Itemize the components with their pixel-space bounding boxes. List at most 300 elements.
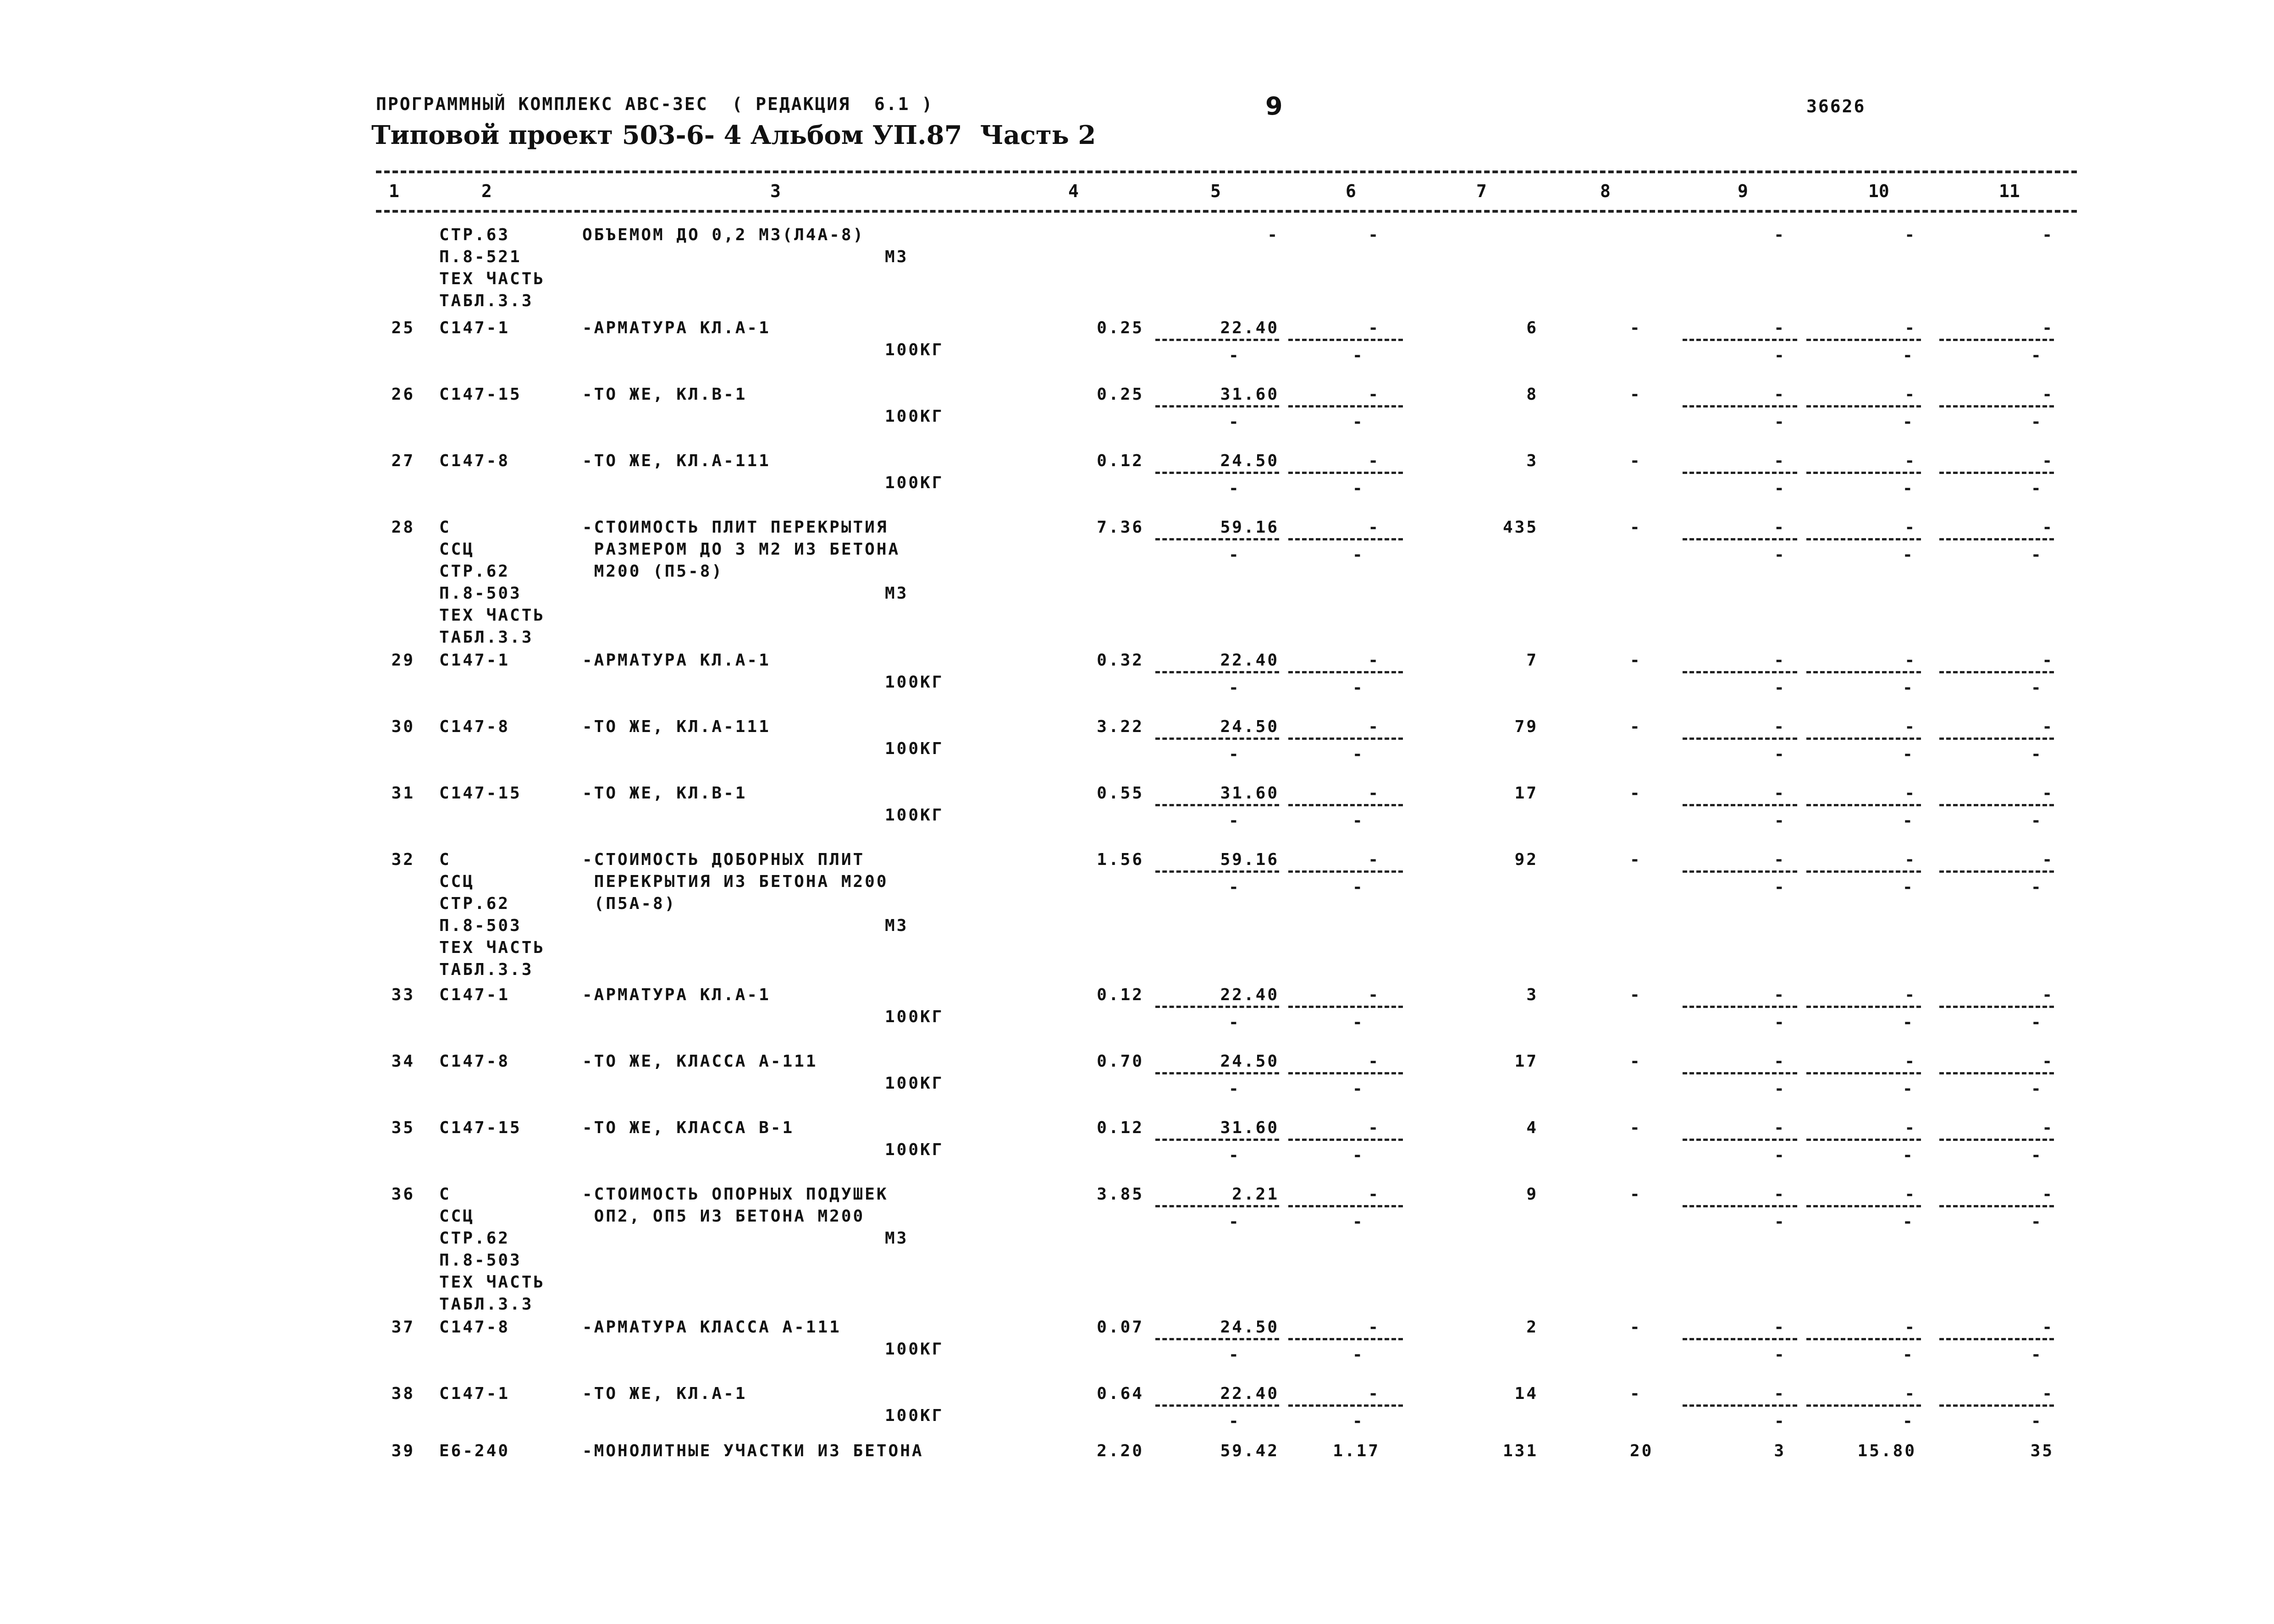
resource-code: С bbox=[439, 850, 451, 869]
subtotal-rule bbox=[1939, 870, 2054, 873]
work-description: -СТОИМОСТЬ ДОБОРНЫХ ПЛИТ bbox=[582, 850, 865, 869]
column-11-value: - bbox=[2042, 518, 2054, 537]
unit-price-value: 24.50 bbox=[1220, 1052, 1279, 1071]
subtotal-rule bbox=[1939, 1338, 2054, 1340]
subtotal-dash: - bbox=[1774, 479, 1786, 498]
subtotal-dash: - bbox=[1352, 1212, 1364, 1231]
row-number: 27 bbox=[391, 451, 415, 470]
subtotal-rule bbox=[1939, 339, 2054, 341]
column-6-value: - bbox=[1368, 1118, 1380, 1137]
unit-price-value: 24.50 bbox=[1220, 1318, 1279, 1337]
subtotal-rule bbox=[1288, 671, 1403, 673]
column-8-value: - bbox=[1630, 1318, 1642, 1337]
resource-code: Е6-240 bbox=[439, 1442, 510, 1460]
work-description: -СТОИМОСТЬ ПЛИТ ПЕРЕКРЫТИЯ bbox=[582, 518, 889, 537]
column-11-value: - bbox=[2042, 1118, 2054, 1137]
resource-code: С147-8 bbox=[439, 1052, 510, 1071]
quantity-value: 3.22 bbox=[1097, 717, 1144, 736]
quantity-value: 0.70 bbox=[1097, 1052, 1144, 1071]
unit-price-value: 22.40 bbox=[1220, 319, 1279, 337]
unit-price-value: 22.40 bbox=[1220, 985, 1279, 1004]
subtotal-rule bbox=[1288, 1006, 1403, 1008]
resource-code: ТЕХ ЧАСТЬ bbox=[439, 1273, 546, 1292]
subtotal-rule bbox=[1806, 472, 1921, 474]
quantity-value: 0.12 bbox=[1097, 985, 1144, 1004]
subtotal-rule bbox=[1155, 870, 1279, 873]
subtotal-rule bbox=[1939, 738, 2054, 740]
resource-code: ССЦ bbox=[439, 872, 475, 891]
total-cost-value: 17 bbox=[1514, 1052, 1538, 1071]
subtotal-rule bbox=[1806, 1404, 1921, 1407]
work-description: (П5А-8) bbox=[582, 894, 677, 913]
work-description: ОБЪЕМОМ ДО 0,2 М3(Л4А-8) bbox=[582, 226, 865, 244]
subtotal-rule bbox=[1683, 1139, 1797, 1141]
subtotal-rule bbox=[1806, 671, 1921, 673]
column-8-value: - bbox=[1630, 1185, 1642, 1204]
subtotal-rule bbox=[1939, 1404, 2054, 1407]
total-cost-value: 8 bbox=[1526, 385, 1538, 404]
row-number: 28 bbox=[391, 518, 415, 537]
resource-code: П.8-503 bbox=[439, 916, 522, 935]
subtotal-rule bbox=[1806, 405, 1921, 407]
subtotal-dash: - bbox=[2031, 1412, 2043, 1431]
column-6-value: - bbox=[1368, 651, 1380, 670]
quantity-value: 0.07 bbox=[1097, 1318, 1144, 1337]
subtotal-rule bbox=[1683, 538, 1797, 540]
program-header: ПРОГРАММНЫЙ КОМПЛЕКС АВС-3ЕС ( РЕДАКЦИЯ 6.1 ) bbox=[376, 94, 934, 114]
total-cost-value: 7 bbox=[1526, 651, 1538, 670]
column-6-value: - bbox=[1368, 850, 1380, 869]
work-description: ПЕРЕКРЫТИЯ ИЗ БЕТОНА М200 bbox=[582, 872, 889, 891]
subtotal-rule bbox=[1806, 1072, 1921, 1074]
subtotal-dash: - bbox=[2031, 1212, 2043, 1231]
subtotal-rule bbox=[1288, 1404, 1403, 1407]
subtotal-dash: - bbox=[1903, 1146, 1915, 1165]
row-number: 25 bbox=[391, 319, 415, 337]
column-header-5: 5 bbox=[1210, 181, 1221, 201]
work-description: -ТО ЖЕ, КЛ.А-1 bbox=[582, 1384, 747, 1403]
work-description: -МОНОЛИТНЫЕ УЧАСТКИ ИЗ БЕТОНА bbox=[582, 1442, 924, 1460]
unit-of-measure: М3 bbox=[885, 584, 909, 603]
subtotal-dash: - bbox=[1352, 745, 1364, 764]
subtotal-rule bbox=[1939, 1072, 2054, 1074]
subtotal-dash: - bbox=[1352, 878, 1364, 897]
unit-of-measure: М3 bbox=[885, 248, 909, 266]
work-description: -ТО ЖЕ, КЛАССА А-111 bbox=[582, 1052, 818, 1071]
document-code: 36626 bbox=[1806, 96, 1866, 116]
column-10-value: - bbox=[1904, 385, 1916, 404]
subtotal-dash: - bbox=[1229, 745, 1241, 764]
subtotal-rule bbox=[1806, 1338, 1921, 1340]
subtotal-dash: - bbox=[1903, 1345, 1915, 1364]
header-rule-top bbox=[376, 171, 2077, 173]
column-11-value: - bbox=[2042, 717, 2054, 736]
subtotal-rule bbox=[1683, 1404, 1797, 1407]
unit-of-measure: 100КГ bbox=[885, 1140, 944, 1159]
column-9-value: - bbox=[1774, 717, 1786, 736]
subtotal-dash: - bbox=[1352, 413, 1364, 431]
subtotal-dash: - bbox=[1352, 1146, 1364, 1165]
row-number: 37 bbox=[391, 1318, 415, 1337]
subtotal-rule bbox=[1939, 1006, 2054, 1008]
quantity-value: 0.25 bbox=[1097, 319, 1144, 337]
subtotal-rule bbox=[1288, 1205, 1403, 1207]
column-6-value: - bbox=[1368, 226, 1380, 244]
resource-code: П.8-503 bbox=[439, 584, 522, 603]
column-10-value: - bbox=[1904, 651, 1916, 670]
subtotal-rule bbox=[1155, 538, 1279, 540]
total-cost-value: 3 bbox=[1526, 985, 1538, 1004]
resource-code: П.8-521 bbox=[439, 248, 522, 266]
subtotal-dash: - bbox=[2031, 545, 2043, 564]
subtotal-dash: - bbox=[2031, 479, 2043, 498]
work-description: М200 (П5-8) bbox=[582, 562, 724, 581]
column-8-value: - bbox=[1630, 717, 1642, 736]
column-9-value: - bbox=[1774, 1318, 1786, 1337]
column-11-value: - bbox=[2042, 850, 2054, 869]
column-10-value: - bbox=[1904, 717, 1916, 736]
total-cost-value: 92 bbox=[1514, 850, 1538, 869]
resource-code: ТАБЛ.3.3 bbox=[439, 628, 534, 647]
column-11-value: - bbox=[2042, 319, 2054, 337]
subtotal-dash: - bbox=[1903, 811, 1915, 830]
subtotal-rule bbox=[1939, 538, 2054, 540]
column-11-value: - bbox=[2042, 1384, 2054, 1403]
work-description: -ТО ЖЕ, КЛ.А-111 bbox=[582, 451, 771, 470]
subtotal-dash: - bbox=[1229, 1412, 1241, 1431]
total-cost-value: 79 bbox=[1514, 717, 1538, 736]
subtotal-dash: - bbox=[1229, 1212, 1241, 1231]
column-9-value: - bbox=[1774, 1185, 1786, 1204]
work-description: -ТО ЖЕ, КЛ.А-111 bbox=[582, 717, 771, 736]
subtotal-dash: - bbox=[2031, 878, 2043, 897]
subtotal-dash: - bbox=[1903, 1079, 1915, 1098]
page-number: 9 bbox=[1265, 92, 1283, 121]
subtotal-dash: - bbox=[1774, 811, 1786, 830]
column-9-value: - bbox=[1774, 518, 1786, 537]
subtotal-rule bbox=[1155, 738, 1279, 740]
subtotal-dash: - bbox=[1774, 346, 1786, 365]
subtotal-rule bbox=[1683, 1072, 1797, 1074]
row-number: 30 bbox=[391, 717, 415, 736]
column-10-value: 15.80 bbox=[1857, 1442, 1916, 1460]
column-9-value: - bbox=[1774, 319, 1786, 337]
work-description: -АРМАТУРА КЛ.А-1 bbox=[582, 985, 771, 1004]
subtotal-dash: - bbox=[1229, 1013, 1241, 1032]
resource-code: ССЦ bbox=[439, 1207, 475, 1226]
subtotal-dash: - bbox=[1229, 811, 1241, 830]
subtotal-dash: - bbox=[1229, 346, 1241, 365]
unit-price-value: 2.21 bbox=[1232, 1185, 1279, 1204]
subtotal-dash: - bbox=[1774, 1013, 1786, 1032]
column-header-4: 4 bbox=[1068, 181, 1079, 201]
column-6-value: - bbox=[1368, 518, 1380, 537]
subtotal-dash: - bbox=[1903, 1212, 1915, 1231]
unit-of-measure: М3 bbox=[885, 1229, 909, 1248]
resource-code: С147-8 bbox=[439, 1318, 510, 1337]
resource-code: С147-15 bbox=[439, 784, 522, 803]
subtotal-dash: - bbox=[1352, 1079, 1364, 1098]
column-8-value: - bbox=[1630, 451, 1642, 470]
column-6-value: - bbox=[1368, 1185, 1380, 1204]
subtotal-dash: - bbox=[1352, 479, 1364, 498]
column-header-8: 8 bbox=[1600, 181, 1611, 201]
column-header-9: 9 bbox=[1738, 181, 1748, 201]
column-header-7: 7 bbox=[1476, 181, 1487, 201]
quantity-value: 7.36 bbox=[1097, 518, 1144, 537]
quantity-value: 0.25 bbox=[1097, 385, 1144, 404]
work-description: -ТО ЖЕ, КЛАССА В-1 bbox=[582, 1118, 795, 1137]
work-description: -ТО ЖЕ, КЛ.В-1 bbox=[582, 385, 747, 404]
resource-code: С147-1 bbox=[439, 1384, 510, 1403]
quantity-value: 0.12 bbox=[1097, 1118, 1144, 1137]
column-6-value: - bbox=[1368, 451, 1380, 470]
subtotal-dash: - bbox=[1903, 413, 1915, 431]
subtotal-dash: - bbox=[1903, 1013, 1915, 1032]
subtotal-rule bbox=[1155, 1205, 1279, 1207]
subtotal-rule bbox=[1939, 1139, 2054, 1141]
resource-code: СТР.63 bbox=[439, 226, 510, 244]
subtotal-dash: - bbox=[1774, 1146, 1786, 1165]
subtotal-rule bbox=[1683, 405, 1797, 407]
subtotal-rule bbox=[1155, 1139, 1279, 1141]
quantity-value: 2.20 bbox=[1097, 1442, 1144, 1460]
column-9-value: - bbox=[1774, 226, 1786, 244]
column-8-value: - bbox=[1630, 1118, 1642, 1137]
unit-of-measure: 100КГ bbox=[885, 1340, 944, 1359]
unit-of-measure: 100КГ bbox=[885, 1007, 944, 1026]
column-10-value: - bbox=[1904, 226, 1916, 244]
unit-price-value: 24.50 bbox=[1220, 717, 1279, 736]
subtotal-rule bbox=[1288, 472, 1403, 474]
subtotal-dash: - bbox=[1229, 1345, 1241, 1364]
unit-of-measure: 100КГ bbox=[885, 739, 944, 758]
unit-price-value: 31.60 bbox=[1220, 784, 1279, 803]
column-8-value: - bbox=[1630, 850, 1642, 869]
subtotal-dash: - bbox=[1774, 1212, 1786, 1231]
subtotal-rule bbox=[1288, 738, 1403, 740]
total-cost-value: 4 bbox=[1526, 1118, 1538, 1137]
total-cost-value: 131 bbox=[1502, 1442, 1538, 1460]
subtotal-dash: - bbox=[2031, 1013, 2043, 1032]
subtotal-dash: - bbox=[2031, 1345, 2043, 1364]
subtotal-dash: - bbox=[1352, 545, 1364, 564]
work-description: -АРМАТУРА КЛ.А-1 bbox=[582, 651, 771, 670]
quantity-value: 1.56 bbox=[1097, 850, 1144, 869]
column-9-value: - bbox=[1774, 850, 1786, 869]
work-description: -СТОИМОСТЬ ОПОРНЫХ ПОДУШЕК bbox=[582, 1185, 889, 1204]
column-9-value: - bbox=[1774, 385, 1786, 404]
subtotal-rule bbox=[1683, 1006, 1797, 1008]
subtotal-dash: - bbox=[1774, 413, 1786, 431]
subtotal-rule bbox=[1155, 671, 1279, 673]
total-cost-value: 14 bbox=[1514, 1384, 1538, 1403]
row-number: 38 bbox=[391, 1384, 415, 1403]
row-number: 35 bbox=[391, 1118, 415, 1137]
column-10-value: - bbox=[1904, 850, 1916, 869]
subtotal-rule bbox=[1806, 804, 1921, 806]
subtotal-rule bbox=[1683, 339, 1797, 341]
column-9-value: 3 bbox=[1774, 1442, 1786, 1460]
unit-price-value: 59.16 bbox=[1220, 518, 1279, 537]
resource-code: С147-8 bbox=[439, 717, 510, 736]
total-cost-value: 9 bbox=[1526, 1185, 1538, 1204]
unit-of-measure: 100КГ bbox=[885, 673, 944, 692]
subtotal-dash: - bbox=[1352, 1013, 1364, 1032]
subtotal-rule bbox=[1288, 870, 1403, 873]
unit-price-value: 59.42 bbox=[1220, 1442, 1279, 1460]
unit-price-value: 31.60 bbox=[1220, 385, 1279, 404]
subtotal-dash: - bbox=[1229, 479, 1241, 498]
column-10-value: - bbox=[1904, 985, 1916, 1004]
unit-price-value: 22.40 bbox=[1220, 651, 1279, 670]
subtotal-dash: - bbox=[2031, 1146, 2043, 1165]
resource-code: С147-15 bbox=[439, 1118, 522, 1137]
subtotal-dash: - bbox=[1352, 678, 1364, 697]
resource-code: ТАБЛ.3.3 bbox=[439, 960, 534, 979]
column-11-value: - bbox=[2042, 651, 2054, 670]
resource-code: ТЕХ ЧАСТЬ bbox=[439, 270, 546, 288]
resource-code: СТР.62 bbox=[439, 562, 510, 581]
subtotal-rule bbox=[1155, 339, 1279, 341]
column-9-value: - bbox=[1774, 1118, 1786, 1137]
column-6-value: - bbox=[1368, 985, 1380, 1004]
work-description: -АРМАТУРА КЛАССА А-111 bbox=[582, 1318, 841, 1337]
resource-code: С147-1 bbox=[439, 319, 510, 337]
subtotal-rule bbox=[1683, 671, 1797, 673]
column-6-value: - bbox=[1368, 319, 1380, 337]
subtotal-rule bbox=[1288, 339, 1403, 341]
subtotal-dash: - bbox=[1774, 745, 1786, 764]
subtotal-dash: - bbox=[2031, 413, 2043, 431]
column-9-value: - bbox=[1774, 1384, 1786, 1403]
subtotal-rule bbox=[1155, 804, 1279, 806]
header-rule-bottom bbox=[376, 210, 2077, 213]
column-10-value: - bbox=[1904, 1384, 1916, 1403]
subtotal-rule bbox=[1806, 738, 1921, 740]
subtotal-dash: - bbox=[1229, 678, 1241, 697]
column-11-value: - bbox=[2042, 1318, 2054, 1337]
column-9-value: - bbox=[1774, 985, 1786, 1004]
project-title: Типовой проект 503-6- 4 Альбом УП.87 Часть 2 bbox=[371, 120, 1096, 150]
subtotal-rule bbox=[1806, 1205, 1921, 1207]
column-10-value: - bbox=[1904, 518, 1916, 537]
subtotal-rule bbox=[1288, 538, 1403, 540]
column-8-value: - bbox=[1630, 518, 1642, 537]
subtotal-dash: - bbox=[1903, 1412, 1915, 1431]
resource-code: ТЕХ ЧАСТЬ bbox=[439, 606, 546, 625]
subtotal-dash: - bbox=[1352, 811, 1364, 830]
column-8-value: 20 bbox=[1630, 1442, 1654, 1460]
subtotal-dash: - bbox=[2031, 811, 2043, 830]
column-6-value: 1.17 bbox=[1333, 1442, 1380, 1460]
column-10-value: - bbox=[1904, 784, 1916, 803]
subtotal-rule bbox=[1155, 1404, 1279, 1407]
subtotal-rule bbox=[1683, 1205, 1797, 1207]
column-11-value: - bbox=[2042, 1052, 2054, 1071]
row-number: 29 bbox=[391, 651, 415, 670]
total-cost-value: 2 bbox=[1526, 1318, 1538, 1337]
quantity-value: 3.85 bbox=[1097, 1185, 1144, 1204]
subtotal-dash: - bbox=[1229, 413, 1241, 431]
total-cost-value: 435 bbox=[1502, 518, 1538, 537]
quantity-value: 0.12 bbox=[1097, 451, 1144, 470]
unit-of-measure: 100КГ bbox=[885, 1406, 944, 1425]
subtotal-dash: - bbox=[2031, 745, 2043, 764]
column-6-value: - bbox=[1368, 717, 1380, 736]
subtotal-dash: - bbox=[1903, 479, 1915, 498]
column-9-value: - bbox=[1774, 784, 1786, 803]
column-header-2: 2 bbox=[481, 181, 492, 201]
resource-code: С147-8 bbox=[439, 451, 510, 470]
subtotal-dash: - bbox=[1774, 545, 1786, 564]
subtotal-rule bbox=[1806, 1006, 1921, 1008]
work-description: ОП2, ОП5 ИЗ БЕТОНА М200 bbox=[582, 1207, 865, 1226]
subtotal-dash: - bbox=[1229, 1079, 1241, 1098]
column-10-value: - bbox=[1904, 1052, 1916, 1071]
column-header-10: 10 bbox=[1868, 181, 1889, 201]
subtotal-dash: - bbox=[1352, 1345, 1364, 1364]
unit-of-measure: 100КГ bbox=[885, 1074, 944, 1093]
subtotal-rule bbox=[1806, 870, 1921, 873]
resource-code: СТР.62 bbox=[439, 1229, 510, 1248]
resource-code: ТАБЛ.3.3 bbox=[439, 292, 534, 310]
unit-of-measure: 100КГ bbox=[885, 473, 944, 492]
quantity-value: 0.64 bbox=[1097, 1384, 1144, 1403]
column-header-6: 6 bbox=[1346, 181, 1356, 201]
subtotal-dash: - bbox=[1774, 678, 1786, 697]
column-8-value: - bbox=[1630, 1384, 1642, 1403]
column-header-1: 1 bbox=[389, 181, 399, 201]
subtotal-dash: - bbox=[1903, 346, 1915, 365]
unit-price-value: - bbox=[1267, 226, 1279, 244]
subtotal-dash: - bbox=[1352, 346, 1364, 365]
row-number: 32 bbox=[391, 850, 415, 869]
resource-code: ТАБЛ.3.3 bbox=[439, 1295, 534, 1314]
quantity-value: 0.32 bbox=[1097, 651, 1144, 670]
unit-price-value: 59.16 bbox=[1220, 850, 1279, 869]
subtotal-dash: - bbox=[1774, 1412, 1786, 1431]
subtotal-rule bbox=[1288, 1072, 1403, 1074]
column-8-value: - bbox=[1630, 651, 1642, 670]
column-6-value: - bbox=[1368, 1384, 1380, 1403]
column-11-value: - bbox=[2042, 1185, 2054, 1204]
subtotal-rule bbox=[1155, 472, 1279, 474]
unit-of-measure: 100КГ bbox=[885, 407, 944, 426]
column-10-value: - bbox=[1904, 1318, 1916, 1337]
column-8-value: - bbox=[1630, 1052, 1642, 1071]
subtotal-rule bbox=[1288, 804, 1403, 806]
subtotal-dash: - bbox=[2031, 346, 2043, 365]
row-number: 36 bbox=[391, 1185, 415, 1204]
subtotal-dash: - bbox=[1229, 878, 1241, 897]
resource-code: П.8-503 bbox=[439, 1251, 522, 1270]
resource-code: С bbox=[439, 1185, 451, 1204]
subtotal-dash: - bbox=[1774, 1345, 1786, 1364]
column-8-value: - bbox=[1630, 784, 1642, 803]
subtotal-dash: - bbox=[2031, 1079, 2043, 1098]
column-10-value: - bbox=[1904, 451, 1916, 470]
subtotal-dash: - bbox=[1774, 878, 1786, 897]
work-description: -ТО ЖЕ, КЛ.В-1 bbox=[582, 784, 747, 803]
subtotal-rule bbox=[1683, 870, 1797, 873]
column-11-value: - bbox=[2042, 385, 2054, 404]
unit-of-measure: М3 bbox=[885, 916, 909, 935]
unit-price-value: 31.60 bbox=[1220, 1118, 1279, 1137]
work-description: -АРМАТУРА КЛ.А-1 bbox=[582, 319, 771, 337]
subtotal-dash: - bbox=[1229, 1146, 1241, 1165]
column-9-value: - bbox=[1774, 1052, 1786, 1071]
